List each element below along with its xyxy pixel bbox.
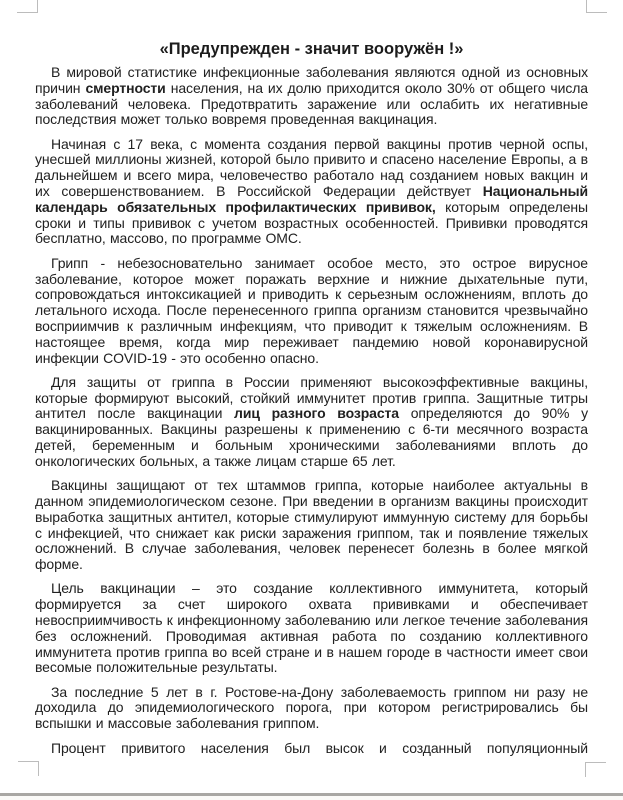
- text-run: В мировой статистике инфекционные заболевания являются одной из основных причин: [35, 64, 588, 96]
- text-run: определяются до 90% у вакцинированных. Вакцины разрешены к применению с 6-ти месячного возраста детей, беременным и больным хроническими заболеваниями вплоть до онкологических больных, а также лицам старше 65 лет.: [35, 405, 588, 469]
- paragraph: [35, 65, 588, 128]
- bold-text-run: Национальный календарь обязательных профилактических прививок,: [35, 183, 588, 215]
- paragraph: [35, 685, 588, 732]
- bold-text-run: смертности: [85, 79, 166, 96]
- crop-mark-top-left-icon: [17, 0, 38, 13]
- paragraph: [35, 478, 588, 573]
- page-title: «Предупрежден - значит вооружён !»: [159, 40, 464, 58]
- text-run: населения, на их долю приходится около 30% от общего числа заболеваний человека. Предотвратить заражение или ослабить их негативные последствия может только вовремя проведенная вакцинация.: [35, 79, 588, 128]
- text-run: Грипп - небезосновательно занимает особое место, это острое вирусное заболевание, которое может поражать верхние и нижние дыхательные пути, сопровождаться интоксикацией и приводить к серьезным осложнениям, вплоть до летального исхода. После перенесенного гриппа организм становится чрезвычайно восприимчив к различным инфекциям, что приводит к тяжелым осложнениям. В настоящее время, когда мир переживает пандемию новой коронавирусной инфекции COVID-19 - это особенно опасно.: [35, 254, 588, 366]
- text-run: Для защиты от гриппа в России применяют высокоэффективные вакцины, которые формируют высокий, стойкий иммунитет против гриппа. Защитные титры антител после вакцинации: [35, 373, 588, 422]
- text-run: Цель вакцинации – это создание коллективного иммунитета, который формируется за счет широкого охвата прививками и обеспечивает невосприимчивость к инфекционному заболеванию или легкое течение заболевания без осложнений. Проводимая активная работа по созданию коллективного иммунитета против гриппа во всей стране и в нашем городе в частности имеет свои весомые положительные результаты.: [35, 580, 588, 676]
- text-run: Начиная с 17 века, с момента создания первой вакцины против черной оспы, унесшей миллионы жизней, которой было привито и спасено население Европы, а в дальнейшем и всего мира, человечество работало над созданием новых вакцин и их совершенствованием. В Российской Федерации действует: [35, 135, 588, 200]
- bold-text-run: лиц разного возраста: [234, 405, 399, 422]
- paragraph: [35, 256, 588, 367]
- paragraph: [35, 137, 588, 248]
- paragraph: [35, 741, 588, 757]
- crop-mark-bottom-right-icon: [585, 762, 606, 777]
- document-content: [35, 40, 588, 765]
- paragraph: [35, 375, 588, 470]
- document-body: [35, 65, 588, 756]
- text-run: За последние 5 лет в г. Ростове-на-Дону заболеваемость гриппом ни разу не доходила до эпидемиологического порога, при котором регистрировались бы вспышки и массовые заболевания гриппом.: [35, 683, 588, 732]
- text-run: которым определены сроки и типы прививок с учетом возрастных особенностей. Прививки проводятся бесплатно, массово, по программе ОМС.: [35, 198, 588, 247]
- text-run: Процент привитого населения был высок и созданный популяционный: [51, 739, 588, 756]
- crop-mark-top-right-icon: [586, 0, 607, 13]
- text-run: Вакцины защищают от тех штаммов гриппа, которые наиболее актуальны в данном эпидемиологическом сезоне. При введении в организм вакцины происходит выработка защитных антител, которые стимулируют иммунную систему для борьбы с инфекцией, что снижает как риски заражения гриппом, так и появление тяжелых осложнений. В случае заболевания, человек перенесет болезнь в более мягкой форме.: [35, 477, 588, 573]
- below-page-area: [0, 796, 623, 800]
- paragraph: [35, 581, 588, 676]
